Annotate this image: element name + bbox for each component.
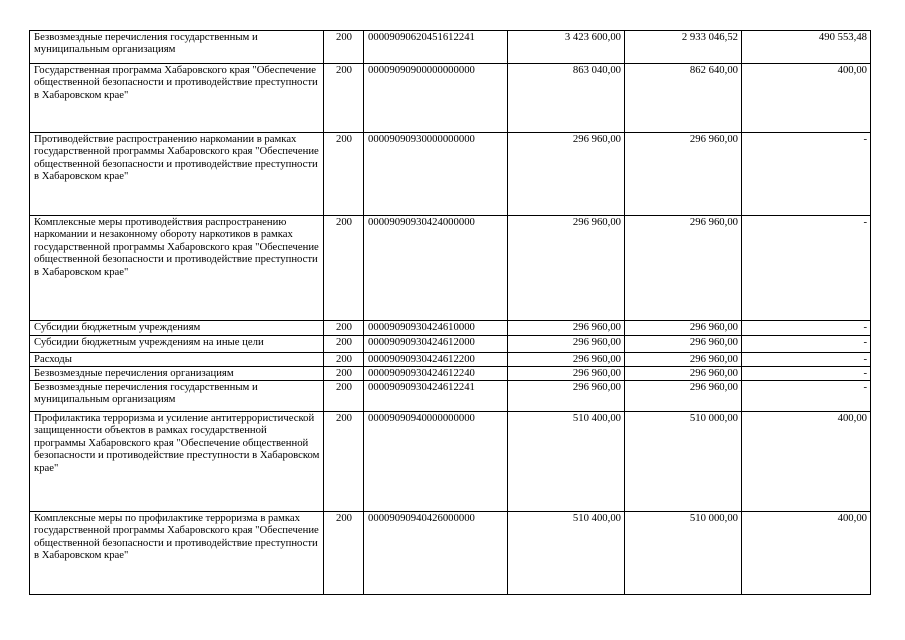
row-plan-cell: 296 960,00 xyxy=(508,133,625,216)
row-rest-cell: 400,00 xyxy=(742,512,871,595)
row-rest-cell: - xyxy=(742,321,871,336)
row-name-cell: Противодействие распространению наркомании в рамках государственной программы Хабаровского края "Обеспечение общественной безопасности и противодействие преступности в Хабаровском крае" xyxy=(30,133,324,216)
table-row xyxy=(30,512,871,595)
row-code-cell: 200 xyxy=(324,64,364,133)
row-plan-cell: 863 040,00 xyxy=(508,64,625,133)
row-fact-cell: 296 960,00 xyxy=(625,353,742,367)
table-row xyxy=(30,321,871,336)
table-row xyxy=(30,353,871,367)
row-name-cell: Субсидии бюджетным учреждениям на иные цели xyxy=(30,336,324,353)
row-rest-cell: - xyxy=(742,367,871,381)
row-fact-cell: 510 000,00 xyxy=(625,512,742,595)
row-name-cell: Государственная программа Хабаровского края "Обеспечение общественной безопасности и противодействие преступности в Хабаровском крае" xyxy=(30,64,324,133)
row-plan-cell: 296 960,00 xyxy=(508,216,625,321)
row-plan-cell: 296 960,00 xyxy=(508,367,625,381)
row-name-cell: Комплексные меры противодействия распространению наркомании и незаконному обороту наркотиков в рамках государственной программы Хабаровского края "Обеспечение общественной безопасности и противодействие преступности в Хабаровском крае" xyxy=(30,216,324,321)
table-row xyxy=(30,133,871,216)
row-rest-cell: - xyxy=(742,353,871,367)
row-fact-cell: 510 000,00 xyxy=(625,412,742,512)
row-csr-cell: 00009090930000000000 xyxy=(364,133,508,216)
row-csr-cell: 00009090620451612241 xyxy=(364,31,508,64)
table-row xyxy=(30,64,871,133)
row-rest-cell: 400,00 xyxy=(742,64,871,133)
row-code-cell: 200 xyxy=(324,321,364,336)
row-fact-cell: 296 960,00 xyxy=(625,367,742,381)
row-fact-cell: 296 960,00 xyxy=(625,321,742,336)
row-csr-cell: 00009090940000000000 xyxy=(364,412,508,512)
row-code-cell: 200 xyxy=(324,31,364,64)
row-fact-cell: 296 960,00 xyxy=(625,133,742,216)
row-csr-cell: 00009090940426000000 xyxy=(364,512,508,595)
row-plan-cell: 296 960,00 xyxy=(508,353,625,367)
row-code-cell: 200 xyxy=(324,216,364,321)
row-name-cell: Комплексные меры по профилактике терроризма в рамках государственной программы Хабаровского края "Обеспечение общественной безопасности и противодействие преступности в Хабаровском крае" xyxy=(30,512,324,595)
row-fact-cell: 862 640,00 xyxy=(625,64,742,133)
table-row xyxy=(30,412,871,512)
row-fact-cell: 296 960,00 xyxy=(625,336,742,353)
row-rest-cell: - xyxy=(742,381,871,412)
row-fact-cell: 296 960,00 xyxy=(625,381,742,412)
row-plan-cell: 510 400,00 xyxy=(508,412,625,512)
row-csr-cell: 00009090930424000000 xyxy=(364,216,508,321)
row-code-cell: 200 xyxy=(324,381,364,412)
row-csr-cell: 00009090930424610000 xyxy=(364,321,508,336)
row-csr-cell: 00009090930424612241 xyxy=(364,381,508,412)
budget-execution-table xyxy=(29,30,871,595)
row-code-cell: 200 xyxy=(324,512,364,595)
row-csr-cell: 00009090930424612000 xyxy=(364,336,508,353)
row-code-cell: 200 xyxy=(324,367,364,381)
row-rest-cell: - xyxy=(742,336,871,353)
row-code-cell: 200 xyxy=(324,336,364,353)
row-plan-cell: 3 423 600,00 xyxy=(508,31,625,64)
row-rest-cell: 400,00 xyxy=(742,412,871,512)
row-name-cell: Профилактика терроризма и усиление антитеррористической защищенности объектов в рамках государственной программы Хабаровского края "Обеспечение общественной безопасности и противодействие преступности в Хабаровском крае" xyxy=(30,412,324,512)
row-rest-cell: - xyxy=(742,216,871,321)
row-rest-cell: 490 553,48 xyxy=(742,31,871,64)
row-code-cell: 200 xyxy=(324,353,364,367)
row-csr-cell: 00009090930424612240 xyxy=(364,367,508,381)
row-fact-cell: 2 933 046,52 xyxy=(625,31,742,64)
row-name-cell: Безвозмездные перечисления государственным и муниципальным организациям xyxy=(30,31,324,64)
row-csr-cell: 00009090930424612200 xyxy=(364,353,508,367)
table-row xyxy=(30,336,871,353)
row-code-cell: 200 xyxy=(324,133,364,216)
row-code-cell: 200 xyxy=(324,412,364,512)
table-row xyxy=(30,31,871,64)
row-plan-cell: 296 960,00 xyxy=(508,381,625,412)
row-fact-cell: 296 960,00 xyxy=(625,216,742,321)
row-rest-cell: - xyxy=(742,133,871,216)
row-name-cell: Безвозмездные перечисления организациям xyxy=(30,367,324,381)
row-plan-cell: 296 960,00 xyxy=(508,321,625,336)
row-name-cell: Субсидии бюджетным учреждениям xyxy=(30,321,324,336)
row-plan-cell: 296 960,00 xyxy=(508,336,625,353)
table-row xyxy=(30,381,871,412)
row-csr-cell: 00009090900000000000 xyxy=(364,64,508,133)
row-name-cell: Расходы xyxy=(30,353,324,367)
table-row xyxy=(30,216,871,321)
row-plan-cell: 510 400,00 xyxy=(508,512,625,595)
table-row xyxy=(30,367,871,381)
row-name-cell: Безвозмездные перечисления государственным и муниципальным организациям xyxy=(30,381,324,412)
